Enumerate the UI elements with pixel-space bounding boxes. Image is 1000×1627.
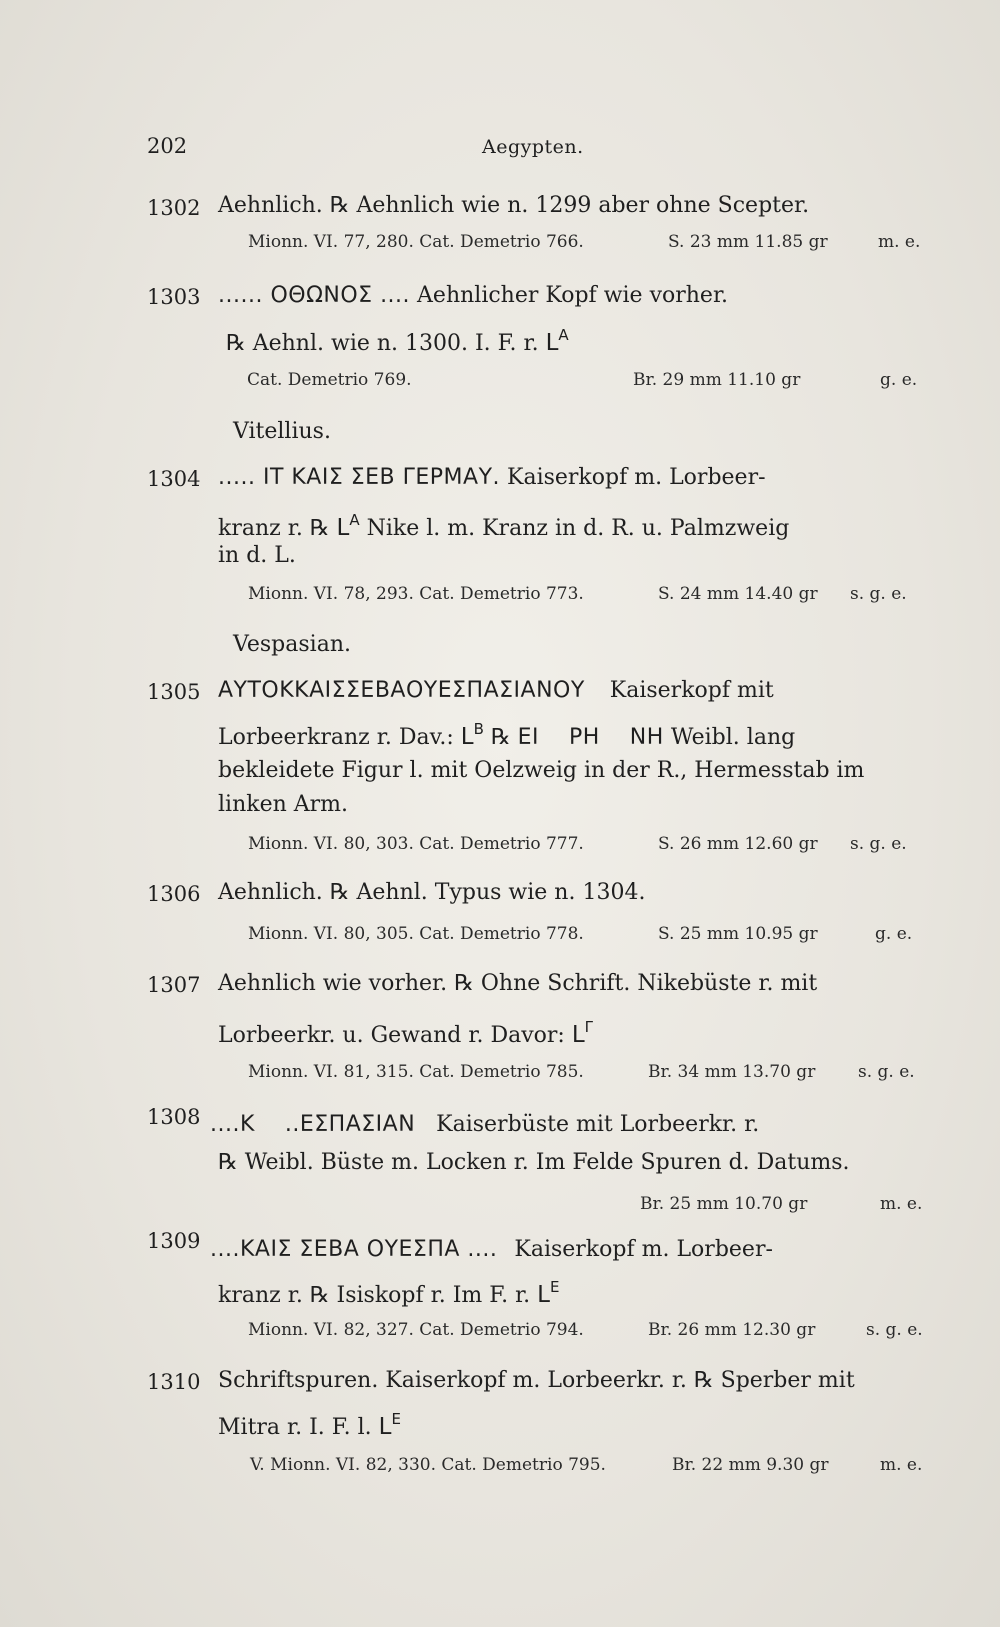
entry-text	[226, 326, 569, 356]
entry-text-line: Lorbeerkranz r. Dav.:	[218, 725, 454, 750]
entry-text	[218, 283, 728, 308]
entry-reference: V. Mionn. VI. 82, 330. Cat. Demetrio 795.	[250, 1455, 606, 1475]
section-heading: Vespasian.	[233, 632, 351, 657]
reverse-symbol: ℞	[490, 725, 511, 750]
entry-measurements: Br. 22 mm 9.30 gr	[672, 1455, 829, 1475]
entry-text	[218, 1410, 401, 1440]
greek-legend: ΑΥΤΟΚΚΑΙΣΣΕΒΑΟΥΕΣΠΑΣΙΑΝΟΥ	[218, 678, 585, 703]
entry-text-rest: Kaiserkopf m. Lorbeer-	[507, 465, 766, 490]
entry-measurements: S. 26 mm 12.60 gr	[658, 834, 818, 854]
entry-condition: s. g. e.	[850, 584, 907, 604]
entry-text-rest: Kaiserkopf mit	[609, 678, 774, 703]
greek-legend: ...... ΟΘΩΝΟΣ ....	[218, 283, 411, 308]
entry-text-line: kranz r. ℞	[218, 516, 330, 541]
entry-text	[218, 1278, 559, 1308]
date-letter: Γ	[584, 1018, 593, 1036]
entry-reference: Cat. Demetrio 769.	[247, 370, 412, 390]
greek-legend: ....Κ ..ΕΣΠΑΣΙΑΝ	[210, 1112, 416, 1137]
date-sign: L	[537, 1282, 550, 1308]
entry-text-line: Mitra r. I. F. l.	[218, 1415, 372, 1440]
date-sign: L	[545, 330, 559, 356]
entry-text: ℞ Weibl. Büste m. Locken r. Im Felde Spuren d. Datums.	[218, 1150, 850, 1175]
entry-text-rest: Aehnlicher Kopf wie vorher.	[417, 283, 729, 308]
entry-condition: s. g. e.	[866, 1320, 923, 1340]
greek-legend: ΕΙ ΡΗ ΝΗ	[517, 725, 664, 750]
entry-number: 1309	[147, 1229, 201, 1253]
entry-text-line: Lorbeerkr. u. Gewand r. Davor:	[218, 1023, 565, 1048]
entry-text: Aehnlich wie vorher. ℞ Ohne Schrift. Nikebüste r. mit	[218, 971, 818, 996]
entry-measurements: Br. 25 mm 10.70 gr	[640, 1194, 808, 1214]
entry-measurements: Br. 34 mm 13.70 gr	[648, 1062, 816, 1082]
entry-number: 1310	[147, 1370, 201, 1394]
entry-condition: g. e.	[880, 370, 918, 390]
entry-text	[218, 678, 774, 703]
entry-measurements: Br. 29 mm 11.10 gr	[633, 370, 801, 390]
date-letter: E	[391, 1410, 401, 1428]
entry-text-line: Weibl. lang	[670, 725, 796, 750]
entry-text	[218, 1018, 593, 1048]
entry-reference: Mionn. VI. 80, 303. Cat. Demetrio 777.	[248, 834, 584, 854]
entry-reference: Mionn. VI. 82, 327. Cat. Demetrio 794.	[248, 1320, 584, 1340]
entry-reference: Mionn. VI. 77, 280. Cat. Demetrio 766.	[248, 232, 584, 252]
date-sign: L	[378, 1414, 392, 1440]
entry-text	[210, 1112, 759, 1137]
date-sign: L	[571, 1022, 585, 1048]
entry-reference: Mionn. VI. 80, 305. Cat. Demetrio 778.	[248, 924, 584, 944]
date-letter: A	[558, 326, 569, 344]
entry-condition: m. e.	[880, 1194, 923, 1214]
entry-condition: m. e.	[878, 232, 921, 252]
entry-number: 1305	[147, 680, 201, 704]
date-sign: L	[336, 515, 350, 541]
entry-condition: s. g. e.	[850, 834, 907, 854]
entry-reference: Mionn. VI. 78, 293. Cat. Demetrio 773.	[248, 584, 584, 604]
date-letter: E	[550, 1278, 560, 1296]
greek-legend: ....ΚΑΙΣ ΣΕΒΑ ΟΥΕΣΠΑ ....	[210, 1237, 498, 1262]
entry-measurements: Br. 26 mm 12.30 gr	[648, 1320, 816, 1340]
entry-condition: g. e.	[875, 924, 913, 944]
entry-text	[218, 465, 766, 490]
running-head: Aegypten.	[482, 136, 584, 158]
entry-text: Aehnlich. ℞ Aehnl. Typus wie n. 1304.	[218, 880, 646, 905]
entry-number: 1303	[147, 285, 201, 309]
entry-measurements: S. 24 mm 14.40 gr	[658, 584, 818, 604]
entry-text: in d. L.	[218, 543, 296, 568]
entry-measurements: S. 23 mm 11.85 gr	[668, 232, 828, 252]
entry-text: Schriftspuren. Kaiserkopf m. Lorbeerkr. r. ℞ Sperber mit	[218, 1368, 855, 1393]
entry-text	[218, 720, 795, 750]
date-letter: A	[349, 511, 360, 529]
entry-text-rest: Kaiserkopf m. Lorbeer-	[514, 1237, 773, 1262]
entry-text-line: Nike l. m. Kranz in d. R. u. Palmzweig	[366, 516, 790, 541]
page-number: 202	[147, 134, 188, 158]
entry-reference: Mionn. VI. 81, 315. Cat. Demetrio 785.	[248, 1062, 584, 1082]
entry-text-line: ℞ Aehnl. wie n. 1300. I. F. r.	[226, 331, 539, 356]
entry-text	[210, 1237, 773, 1262]
entry-text: bekleidete Figur l. mit Oelzweig in der R., Hermesstab im	[218, 758, 865, 783]
entry-condition: m. e.	[880, 1455, 923, 1475]
entry-number: 1304	[147, 467, 201, 491]
date-letter: B	[473, 720, 484, 738]
entry-number: 1302	[147, 196, 201, 220]
entry-condition: s. g. e.	[858, 1062, 915, 1082]
entry-number: 1307	[147, 973, 201, 997]
entry-text-line: kranz r. ℞ Isiskopf r. Im F. r.	[218, 1283, 531, 1308]
entry-text: Aehnlich. ℞ Aehnlich wie n. 1299 aber ohne Scepter.	[218, 193, 810, 218]
greek-legend: ..... ΙΤ ΚΑΙΣ ΣΕΒ ΓΕΡΜΑΥ.	[218, 465, 501, 490]
entry-measurements: S. 25 mm 10.95 gr	[658, 924, 818, 944]
entry-number: 1308	[147, 1105, 201, 1129]
entry-number: 1306	[147, 882, 201, 906]
section-heading: Vitellius.	[233, 419, 331, 444]
entry-text: linken Arm.	[218, 792, 349, 817]
entry-text-rest: Kaiserbüste mit Lorbeerkr. r.	[436, 1112, 760, 1137]
date-sign: L	[460, 724, 474, 750]
entry-text	[218, 511, 789, 541]
